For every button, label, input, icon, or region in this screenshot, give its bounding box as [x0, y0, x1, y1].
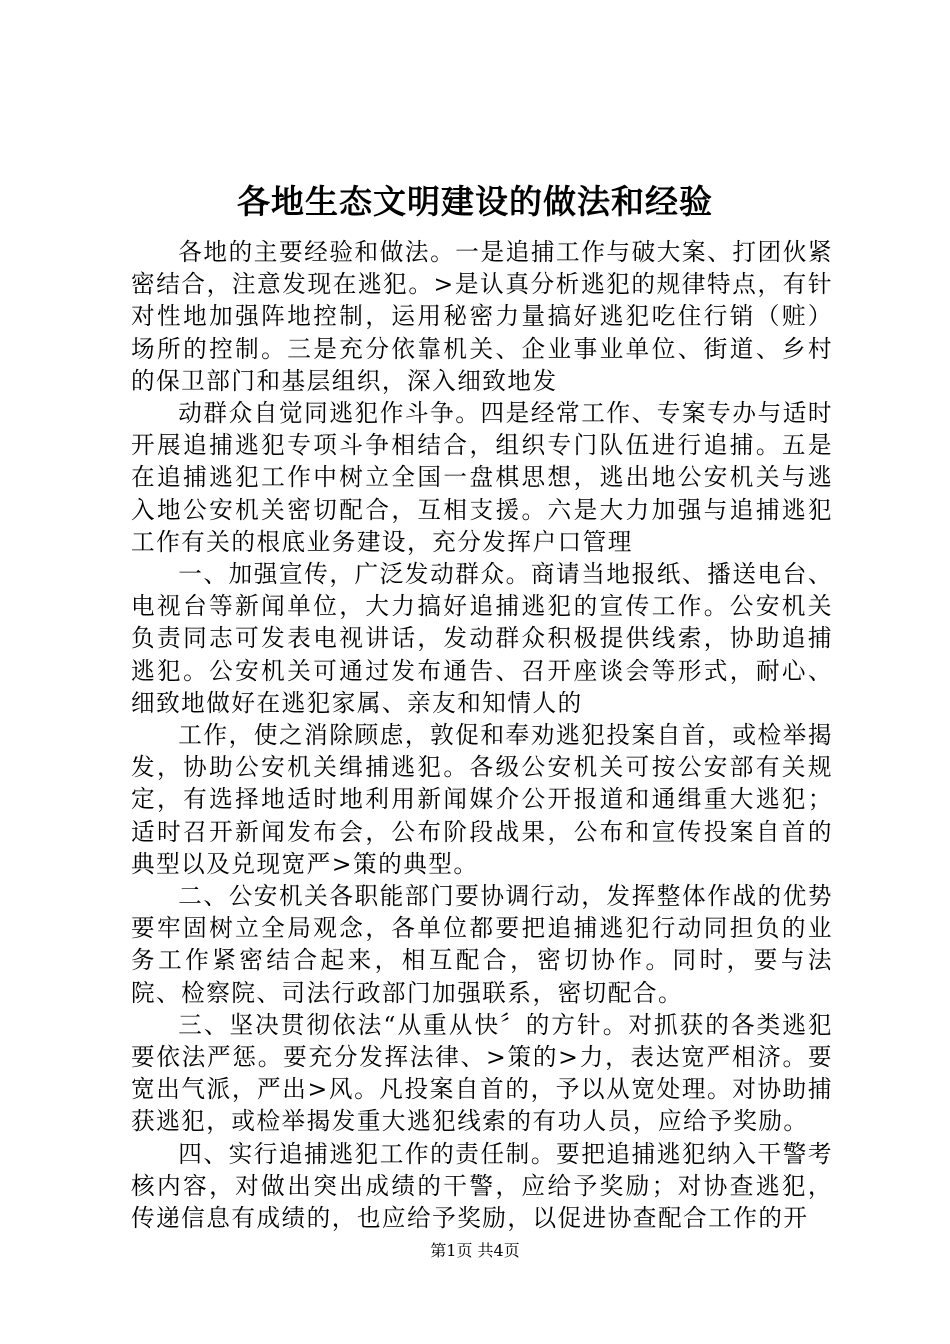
paragraph: 四、实行追捕逃犯工作的责任制。要把追捕逃犯纳入干警考核内容，对做出突出成绩的干警，应给予奖励；对协查逃犯，传递信息有成绩的，也应给予奖励，以促进协查配合工作的开	[131, 1139, 833, 1233]
page-footer: 第1页 共4页	[430, 1241, 520, 1260]
paragraph: 一、加强宣传，广泛发动群众。商请当地报纸、播送电台、电视台等新闻单位，大力搞好追捕逃犯的宣传工作。公安机关负责同志可发表电视讲话，发动群众积极提供线索，协助追捕逃犯。公安机关可通过发布通告、召开座谈会等形式，耐心、细致地做好在逃犯家属、亲友和知情人的	[131, 560, 833, 717]
paragraph: 工作，使之消除顾虑，敦促和奉劝逃犯投案自首，或检举揭发，协助公安机关缉捕逃犯。各级公安机关可按公安部有关规定，有选择地适时地利用新闻媒介公开报道和通缉重大逃犯；适时召开新闻发布会，公布阶段战果，公布和宣传投案自首的典型以及兑现宽严>策的典型。	[131, 721, 833, 878]
paragraph: 各地的主要经验和做法。一是追捕工作与破大案、打团伙紧密结合，注意发现在逃犯。>是认真分析逃犯的规律特点，有针对性地加强阵地控制，运用秘密力量搞好逃犯吃住行销（赃）场所的控制。三是充分依靠机关、企业事业单位、街道、乡村的保卫部门和基层组织，深入细致地发	[131, 238, 833, 395]
paragraph: 动群众自觉同逃犯作斗争。四是经常工作、专案专办与适时开展追捕逃犯专项斗争相结合，组织专门队伍进行追捕。五是在追捕逃犯工作中树立全国一盘棋思想，逃出地公安机关与逃入地公安机关密切配合，互相支援。六是大力加强与追捕逃犯工作有关的根底业务建设，充分发挥户口管理	[131, 399, 833, 556]
document-body	[131, 236, 833, 1234]
paragraph: 三、坚决贯彻依法“从重从快〞的方针。对抓获的各类逃犯要依法严惩。要充分发挥法律、>策的>力，表达宽严相济。要宽出气派，严出>风。凡投案自首的，予以从宽处理。对协助捕获逃犯，或检举揭发重大逃犯线索的有功人员，应给予奖励。	[131, 1010, 833, 1136]
document-title: 各地生态文明建设的做法和经验	[237, 182, 713, 221]
paragraph: 二、公安机关各职能部门要协调行动，发挥整体作战的优势要牢固树立全局观念，各单位都要把追捕逃犯行动同担负的业务工作紧密结合起来，相互配合，密切协作。同时，要与法院、检察院、司法行政部门加强联系，密切配合。	[131, 882, 833, 1007]
